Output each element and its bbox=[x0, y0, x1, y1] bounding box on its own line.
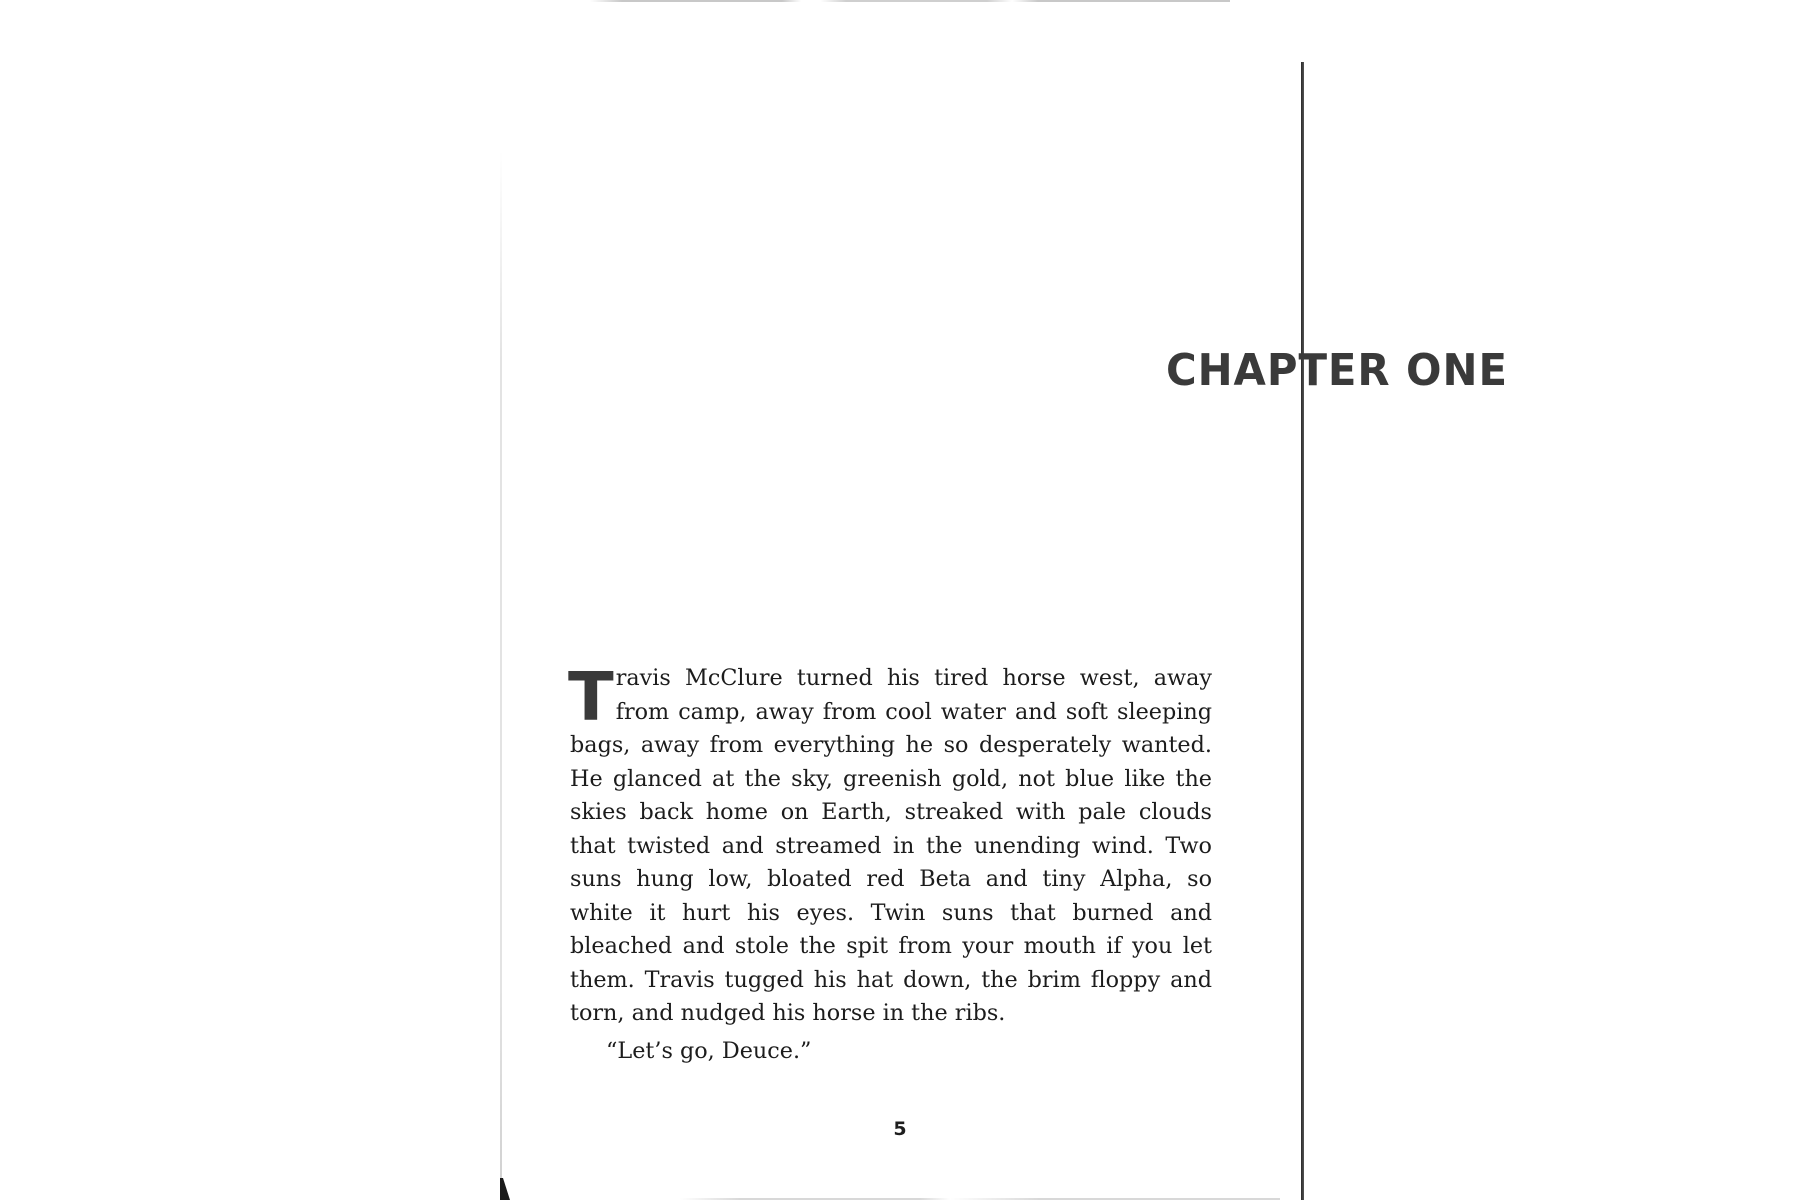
page-left-edge bbox=[500, 150, 502, 1200]
drop-cap: T bbox=[568, 658, 614, 736]
top-page-edge bbox=[590, 0, 1230, 2]
paragraph-text: ravis McClure turned his tired horse west, away from camp, away from cool water and soft sleeping bags, away from everything he so desperately wanted. He glanced at the sky, greenish gold, not blue like the skies back home on Earth, streaked with pale clouds that twisted and streamed in the unending wind. Two suns hung low, bloated red Beta and tiny Alpha, so white it hurt his eyes. Twin suns that burned and bleached and stole the spit from your mouth if you let them. Travis tugged his hat down, the brim floppy and torn, and nudged his horse in the ribs. bbox=[570, 665, 1212, 1026]
chapter-title: CHAPTER ONE bbox=[1166, 345, 1508, 396]
page-right-edge bbox=[1301, 62, 1304, 1200]
dialogue-line: “Let’s go, Deuce.” bbox=[606, 1038, 812, 1064]
body-paragraph bbox=[568, 658, 1212, 1031]
page-number: 5 bbox=[893, 1118, 907, 1140]
